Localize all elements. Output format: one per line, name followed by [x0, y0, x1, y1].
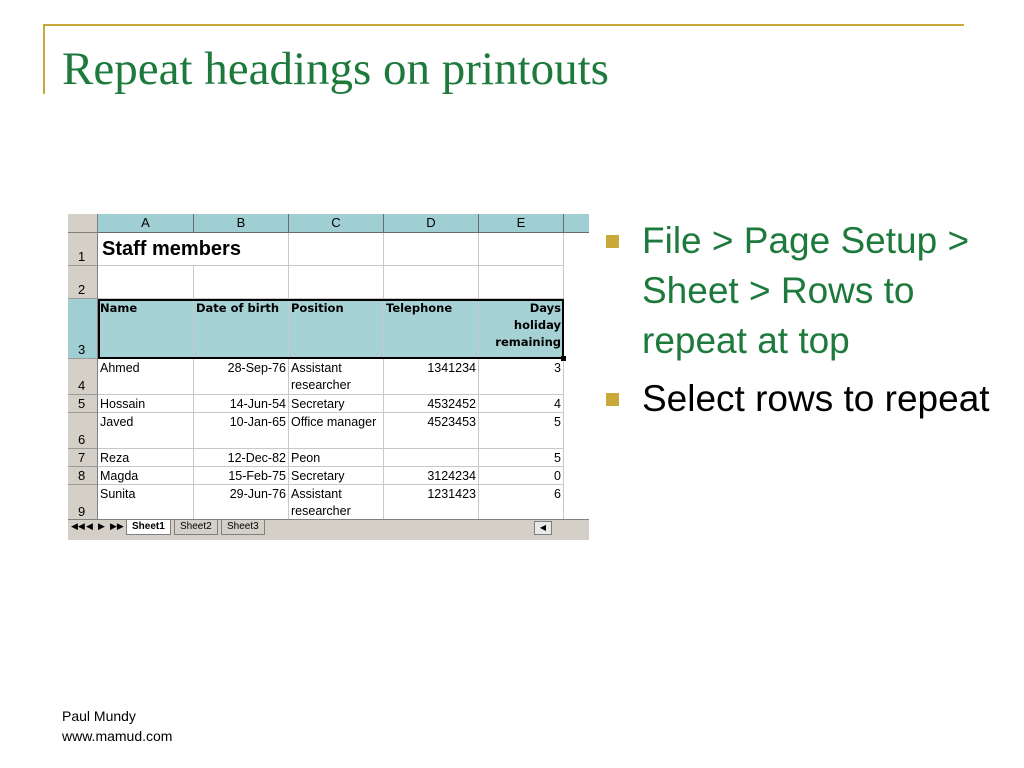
cell-telephone[interactable]: 4523453	[384, 413, 479, 449]
cell-telephone[interactable]: 4532452	[384, 395, 479, 413]
spreadsheet-screenshot	[68, 214, 589, 540]
header-date-of-birth[interactable]: Date of birth	[194, 299, 289, 359]
bullet-list	[604, 216, 1004, 432]
header-position[interactable]: Position	[289, 299, 384, 359]
first-sheet-icon[interactable]: ◀◀	[71, 521, 85, 531]
cell-days[interactable]: 6	[479, 485, 564, 521]
header-name[interactable]: Name	[98, 299, 194, 359]
cell-b2[interactable]	[194, 266, 289, 299]
cell-dob[interactable]: 15-Feb-75	[194, 467, 289, 485]
window-bottom-strip	[68, 535, 589, 540]
cell-telephone[interactable]	[384, 449, 479, 467]
cell-d1[interactable]	[384, 233, 479, 266]
cell-c1[interactable]	[289, 233, 384, 266]
cell-position[interactable]: Secretary	[289, 467, 384, 485]
footer	[62, 706, 172, 746]
cell-dob[interactable]: 28-Sep-76	[194, 359, 289, 395]
cell-name[interactable]: Reza	[98, 449, 194, 467]
footer-author: Paul Mundy	[62, 708, 136, 724]
cell-position[interactable]: Peon	[289, 449, 384, 467]
tab-sheet3[interactable]: Sheet3	[221, 520, 265, 535]
row-header-6[interactable]: 6	[68, 413, 98, 449]
row-header-1[interactable]: 1	[68, 233, 98, 266]
slide-title: Repeat headings on printouts	[62, 43, 609, 95]
scroll-left-icon[interactable]: ◀	[534, 521, 552, 535]
header-telephone[interactable]: Telephone	[384, 299, 479, 359]
cell-dob[interactable]: 12-Dec-82	[194, 449, 289, 467]
row-header-5[interactable]: 5	[68, 395, 98, 413]
next-sheet-icon[interactable]: ▶	[98, 521, 105, 531]
cell-name[interactable]: Sunita	[98, 485, 194, 521]
cell-d2[interactable]	[384, 266, 479, 299]
top-rule	[43, 24, 964, 26]
fill-handle[interactable]	[561, 356, 566, 361]
cell-name[interactable]: Hossain	[98, 395, 194, 413]
cell-days[interactable]: 3	[479, 359, 564, 395]
cell-days[interactable]: 5	[479, 413, 564, 449]
header-days-holiday[interactable]: Days holiday remaining	[479, 299, 564, 359]
selected-row-outline	[98, 299, 564, 359]
cell-name[interactable]: Magda	[98, 467, 194, 485]
cell-telephone[interactable]: 3124234	[384, 467, 479, 485]
cell-telephone[interactable]: 1341234	[384, 359, 479, 395]
cell-name[interactable]: Ahmed	[98, 359, 194, 395]
cell-dob[interactable]: 10-Jan-65	[194, 413, 289, 449]
column-header-c[interactable]: C	[289, 214, 384, 233]
row-header-2[interactable]: 2	[68, 266, 98, 299]
bullet-text: Select rows to repeat	[642, 378, 990, 419]
select-all-corner[interactable]	[68, 214, 98, 233]
cell-position[interactable]: Office manager	[289, 413, 384, 449]
sheet-tab-bar	[68, 519, 589, 535]
column-header-b[interactable]: B	[194, 214, 289, 233]
cell-days[interactable]: 5	[479, 449, 564, 467]
cell-a2[interactable]	[98, 266, 194, 299]
sheet-title-cell[interactable]: Staff members	[98, 233, 289, 266]
square-bullet-icon	[606, 393, 619, 406]
cell-position[interactable]: Secretary	[289, 395, 384, 413]
footer-website: www.mamud.com	[62, 728, 173, 744]
prev-sheet-icon[interactable]: ◀	[86, 521, 93, 531]
cell-position[interactable]: Assistant researcher	[289, 359, 384, 395]
row-header-3[interactable]: 3	[68, 299, 98, 359]
column-header-d[interactable]: D	[384, 214, 479, 233]
column-header-a[interactable]: A	[98, 214, 194, 233]
row-header-8[interactable]: 8	[68, 467, 98, 485]
column-header-e[interactable]: E	[479, 214, 564, 233]
cell-days[interactable]: 4	[479, 395, 564, 413]
left-rule	[43, 24, 45, 94]
column-header-overflow	[564, 214, 589, 233]
cell-name[interactable]: Javed	[98, 413, 194, 449]
cell-c2[interactable]	[289, 266, 384, 299]
cell-position[interactable]: Assistant researcher	[289, 485, 384, 521]
tab-sheet1[interactable]: Sheet1	[126, 520, 171, 535]
cell-e2[interactable]	[479, 266, 564, 299]
tab-sheet2[interactable]: Sheet2	[174, 520, 218, 535]
row-header-7[interactable]: 7	[68, 449, 98, 467]
bullet-item	[604, 374, 1004, 424]
cell-dob[interactable]: 29-Jun-76	[194, 485, 289, 521]
bullet-text: File > Page Setup > Sheet > Rows to repeat at top	[642, 220, 970, 361]
row-header-4[interactable]: 4	[68, 359, 98, 395]
last-sheet-icon[interactable]: ▶▶	[110, 521, 124, 531]
square-bullet-icon	[606, 235, 619, 248]
cell-days[interactable]: 0	[479, 467, 564, 485]
bullet-item	[604, 216, 1004, 366]
cell-e1[interactable]	[479, 233, 564, 266]
row-header-9[interactable]: 9	[68, 485, 98, 521]
cell-telephone[interactable]: 1231423	[384, 485, 479, 521]
cell-dob[interactable]: 14-Jun-54	[194, 395, 289, 413]
